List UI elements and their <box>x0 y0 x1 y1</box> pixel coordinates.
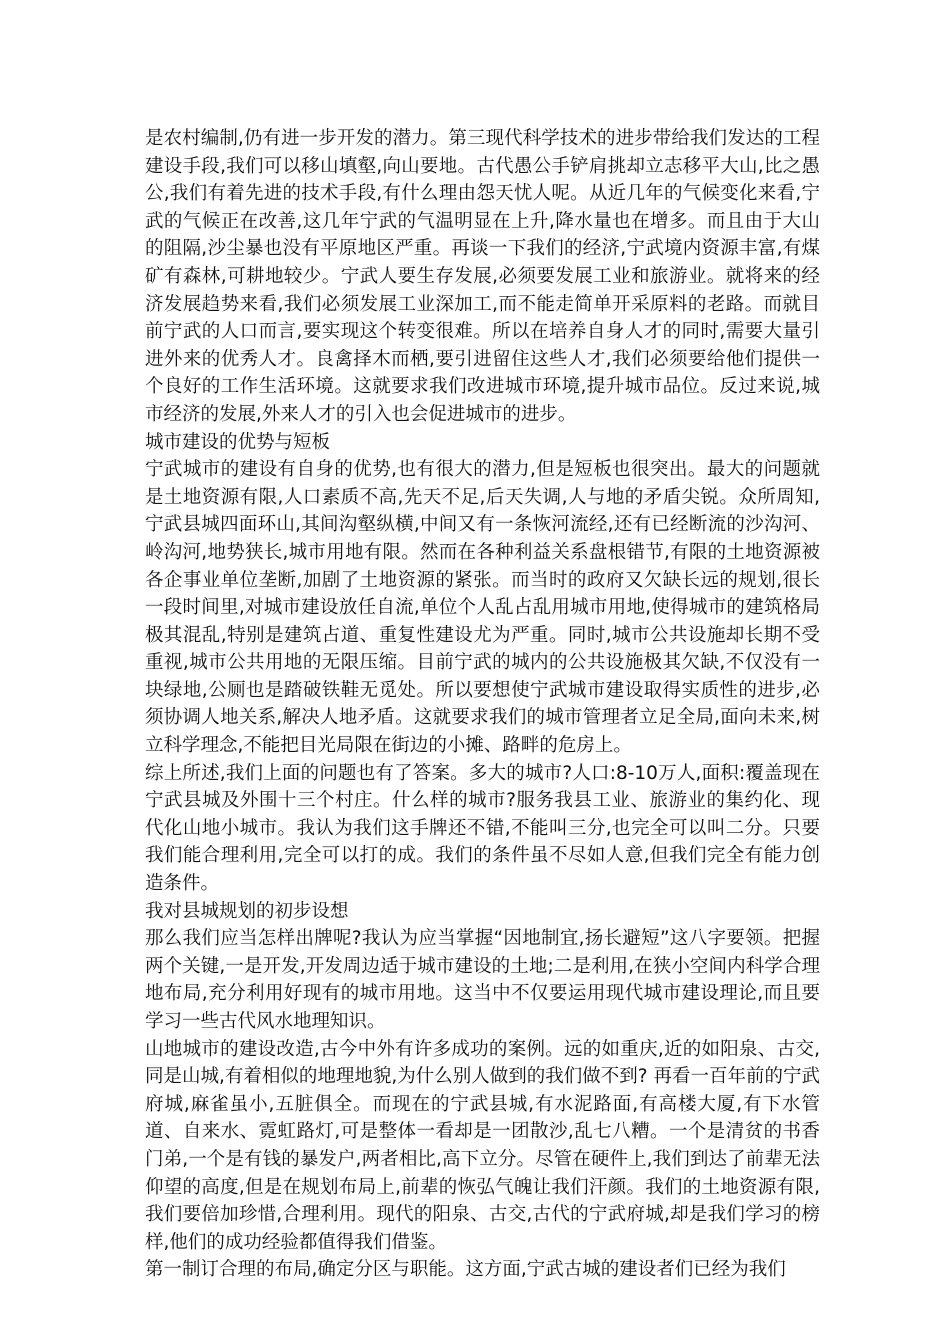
paragraph: 第一制订合理的布局,确定分区与职能。这方面,宁武古城的建设者们已经为我们 <box>145 1259 786 1281</box>
section-heading: 城市建设的优势与短板 <box>145 431 331 453</box>
paragraph: 综上所述,我们上面的问题也有了答案。多大的城市?人口:8-10万人,面积:覆盖现在宁武县城及外围十三个村庄。什么样的城市?服务我县工业、旅游业的集约化、现代化山地小城市。我认为我们这手牌还不错,不能叫三分,也完全可以叫二分。只要我们能合理利用,完全可以打的成。我们的条件虽不尽如人意,但我们完全有能力创造条件。 <box>145 762 820 895</box>
document-body <box>145 125 820 1284</box>
paragraph: 山地城市的建设改造,古今中外有许多成功的案例。远的如重庆,近的如阳泉、古交,同是山城,有着相似的地理地貌,为什么别人做到的我们做不到? 再看一百年前的宁武府城,麻雀虽小,五脏俱全。而现在的宁武县城,有水泥路面,有高楼大厦,有下水管道、自来水、霓虹路灯,可是整体一看却是一团散沙,乱七八糟。一个是清贫的书香门弟,一个是有钱的暴发户,两者相比,高下立分。尽管在硬件上,我们到达了前辈无法仰望的高度,但是在规划布局上,前辈的恢弘气魄让我们汗颜。我们的土地资源有限,我们要倍加珍惜,合理利用。现代的阳泉、古交,古代的宁武府城,却是我们学习的榜样,他们的成功经验都值得我们借鉴。 <box>145 1038 820 1253</box>
paragraph: 宁武城市的建设有自身的优势,也有很大的潜力,但是短板也很突出。最大的问题就是土地资源有限,人口素质不高,先天不足,后天失调,人与地的矛盾尖锐。众所周知,宁武县城四面环山,其间沟壑纵横,中间又有一条恢河流经,还有已经断流的沙沟河、岭沟河,地势狭长,城市用地有限。然而在各种利益关系盘根错节,有限的土地资源被各企事业单位垄断,加剧了土地资源的紧张。而当时的政府又欠缺长远的规划,很长一段时间里,对城市建设放任自流,单位个人乱占乱用城市用地,使得城市的建筑格局极其混乱,特别是建筑占道、重复性建设尤为严重。同时,城市公共设施却长期不受重视,城市公共用地的无限压缩。目前宁武的城内的公共设施极其欠缺,不仅没有一块绿地,公厕也是踏破铁鞋无觅处。所以要想使宁武城市建设取得实质性的进步,必须协调人地关系,解决人地矛盾。这就要求我们的城市管理者立足全局,面向未来,树立科学理念,不能把目光局限在街边的小摊、路畔的危房上。 <box>145 459 820 757</box>
paragraph: 是农村编制,仍有进一步开发的潜力。第三现代科学技术的进步带给我们发达的工程建设手段,我们可以移山填壑,向山要地。古代愚公手铲肩挑却立志移平大山,比之愚公,我们有着先进的技术手段,有什么理由怨天忧人呢。从近几年的气候变化来看,宁武的气候正在改善,这几年宁武的气温明显在上升,降水量也在增多。而且由于大山的阻隔,沙尘暴也没有平原地区严重。再谈一下我们的经济,宁武境内资源丰富,有煤矿有森林,可耕地较少。宁武人要生存发展,必须要发展工业和旅游业。就将来的经济发展趋势来看,我们必须发展工业深加工,而不能走简单开采原料的老路。而就目前宁武的人口而言,要实现这个转变很难。所以在培养自身人才的同时,需要大量引进外来的优秀人才。良禽择木而栖,要引进留住这些人才,我们必须要给他们提供一个良好的工作生活环境。这就要求我们改进城市环境,提升城市品位。反过来说,城市经济的发展,外来人才的引入也会促进城市的进步。 <box>145 128 820 425</box>
section-heading: 我对县城规划的初步设想 <box>145 900 349 922</box>
paragraph: 那么我们应当怎样出牌呢?我认为应当掌握“因地制宜,扬长避短”这八字要领。把握两个关键,一是开发,开发周边适于城市建设的土地;二是利用,在狭小空间内科学合理地布局,充分利用好现有的城市用地。这当中不仅要运用现代城市建设理论,而且要学习一些古代风水地理知识。 <box>145 928 820 1032</box>
